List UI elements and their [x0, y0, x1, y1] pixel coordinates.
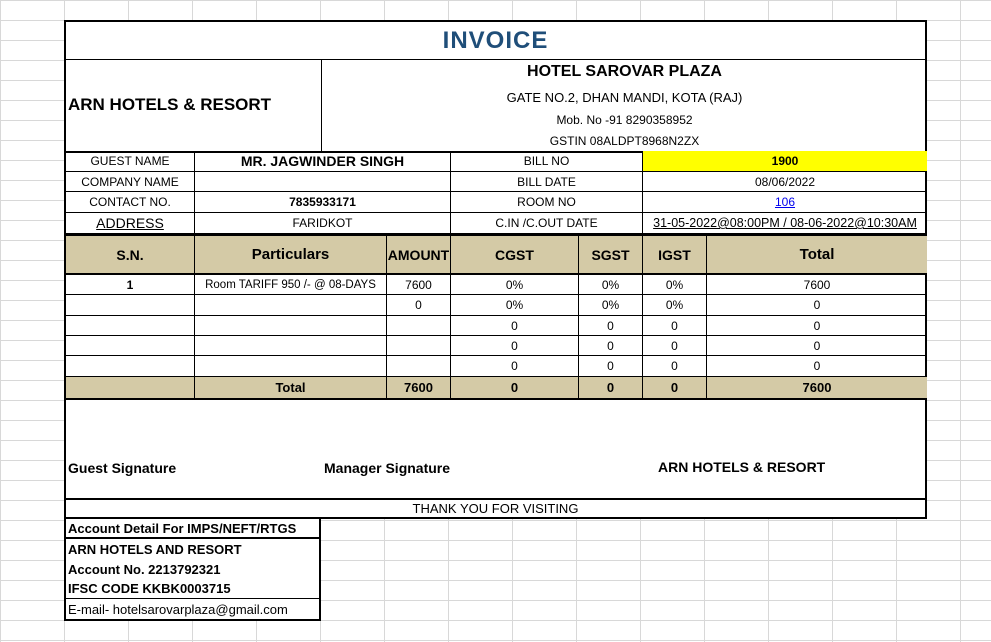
- table-row-3-sn: [66, 316, 194, 336]
- table-row-1-particulars: Room TARIFF 950 /- @ 08-DAYS: [194, 275, 386, 295]
- bill-date-label: BILL DATE: [450, 172, 642, 192]
- header-particulars: Particulars: [194, 234, 386, 275]
- contact-value: 7835933171: [194, 192, 450, 213]
- account-email: E-mail- hotelsarovarplaza@gmail.com: [68, 602, 288, 617]
- header-igst: IGST: [642, 234, 706, 275]
- account-details: [64, 519, 321, 621]
- table-row-2-sn: [66, 295, 194, 316]
- table-row-3-total: 0: [706, 316, 927, 336]
- table-row-3-particulars: [194, 316, 386, 336]
- hotel-mobile: Mob. No -91 8290358952: [556, 112, 693, 127]
- table-row-5-igst: 0: [642, 356, 706, 377]
- header-sn: S.N.: [66, 234, 194, 275]
- header-sgst: SGST: [578, 234, 642, 275]
- table-row-4-cgst: 0: [450, 336, 578, 356]
- table-row-4-igst: 0: [642, 336, 706, 356]
- table-row-2-amount: 0: [386, 295, 450, 316]
- total-row-cgst: 0: [450, 377, 578, 398]
- table-row-1-sn: 1: [66, 275, 194, 295]
- table-row-2-sgst: 0%: [578, 295, 642, 316]
- table-row-1-total: 7600: [706, 275, 927, 295]
- divider: [66, 398, 925, 400]
- table-row-1-amount: 7600: [386, 275, 450, 295]
- bill-no-value: 1900: [642, 151, 927, 172]
- table-row-1-sgst: 0%: [578, 275, 642, 295]
- checkin-label: C.IN /C.OUT DATE: [450, 213, 642, 234]
- account-ifsc: IFSC CODE KKBK0003715: [66, 579, 319, 599]
- invoice-sheet: [64, 20, 927, 519]
- guest-signature: Guest Signature: [68, 460, 177, 476]
- thank-you-text: THANK YOU FOR VISITING: [412, 501, 579, 516]
- total-row-amount: 7600: [386, 377, 450, 398]
- company-name-label: COMPANY NAME: [66, 172, 194, 192]
- table-row-2-cgst: 0%: [450, 295, 578, 316]
- company-signature: ARN HOTELS & RESORT: [658, 459, 826, 475]
- table-row-4-total: 0: [706, 336, 927, 356]
- table-row-1-igst: 0%: [642, 275, 706, 295]
- checkin-value: 31-05-2022@08:00PM / 08-06-2022@10:30AM: [642, 213, 927, 234]
- bill-no-label: BILL NO: [450, 151, 642, 172]
- table-row-5-particulars: [194, 356, 386, 377]
- table-row-4-particulars: [194, 336, 386, 356]
- room-no-value[interactable]: 106: [642, 192, 927, 213]
- hotel-name: HOTEL SAROVAR PLAZA: [527, 62, 722, 80]
- table-row-5-amount: [386, 356, 450, 377]
- table-row-5-sgst: 0: [578, 356, 642, 377]
- table-row-5-cgst: 0: [450, 356, 578, 377]
- company-left-name: ARN HOTELS & RESORT: [68, 95, 272, 114]
- table-row-3-cgst: 0: [450, 316, 578, 336]
- table-row-3-amount: [386, 316, 450, 336]
- table-row-5-sn: [66, 356, 194, 377]
- guest-name-label: GUEST NAME: [66, 151, 194, 172]
- total-row-igst: 0: [642, 377, 706, 398]
- address-value: FARIDKOT: [194, 213, 450, 234]
- room-no-label: ROOM NO: [450, 192, 642, 213]
- table-row-1-cgst: 0%: [450, 275, 578, 295]
- hotel-gstin: GSTIN 08ALDPT8968N2ZX: [549, 133, 700, 148]
- table-row-3-sgst: 0: [578, 316, 642, 336]
- total-row-particulars: Total: [194, 377, 386, 398]
- table-row-4-amount: [386, 336, 450, 356]
- table-row-2-particulars: [194, 295, 386, 316]
- total-row-sn: [66, 377, 194, 398]
- guest-name-value: MR. JAGWINDER SINGH: [194, 151, 450, 172]
- table-row-4-sgst: 0: [578, 336, 642, 356]
- manager-signature: Manager Signature: [324, 460, 451, 476]
- table-row-3-igst: 0: [642, 316, 706, 336]
- address-label: ADDRESS: [66, 213, 194, 234]
- table-row-5-total: 0: [706, 356, 927, 377]
- account-heading: Account Detail For IMPS/NEFT/RTGS: [66, 519, 319, 539]
- header-total: Total: [706, 234, 927, 275]
- account-number: Account No. 2213792321: [68, 561, 221, 577]
- account-name: ARN HOTELS AND RESORT: [68, 541, 242, 557]
- table-row-2-total: 0: [706, 295, 927, 316]
- contact-label: CONTACT NO.: [66, 192, 194, 213]
- company-name-value: [194, 172, 450, 192]
- total-row-sgst: 0: [578, 377, 642, 398]
- table-row-2-igst: 0%: [642, 295, 706, 316]
- bill-date-value: 08/06/2022: [642, 172, 927, 192]
- header-cgst: CGST: [450, 234, 578, 275]
- total-row-total: 7600: [706, 377, 927, 398]
- header-amount: AMOUNT: [386, 234, 450, 275]
- table-row-4-sn: [66, 336, 194, 356]
- invoice-title: INVOICE: [442, 26, 549, 54]
- hotel-address: GATE NO.2, DHAN MANDI, KOTA (RAJ): [506, 89, 743, 105]
